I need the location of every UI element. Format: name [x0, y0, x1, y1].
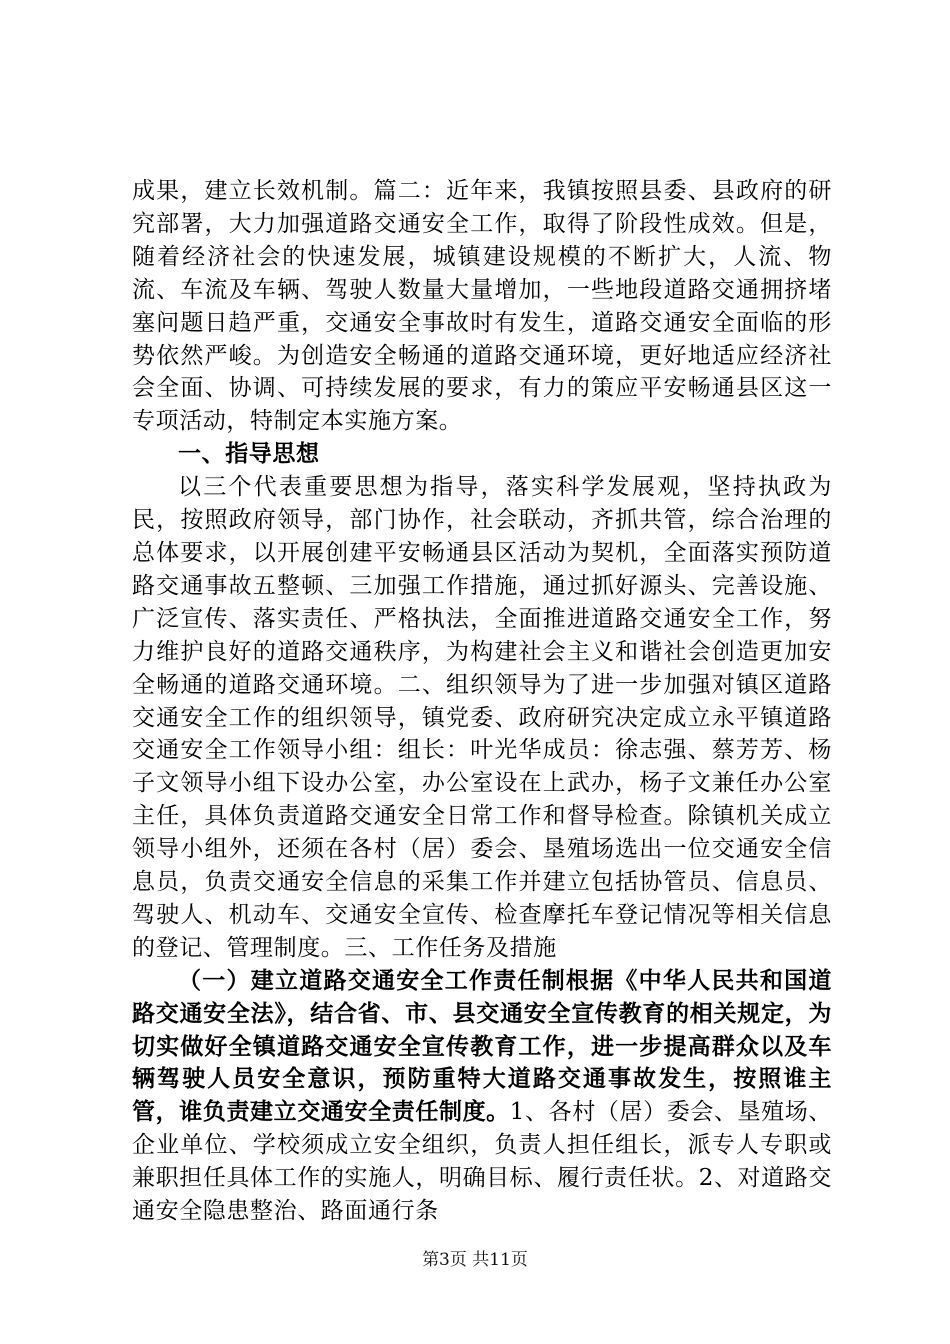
- document-body: [132, 175, 832, 1228]
- responsibility-body-text: 1、各村（居）委会、垦殖场、企业单位、学校须成立安全组织，负责人担任组长，派专人专职或兼职担任具体工作的实施人，明确目标、履行责任状。2、对道路交通安全隐患整治、路面通行条: [132, 1099, 832, 1225]
- section-heading-guiding-thought: 一、指导思想: [178, 440, 320, 468]
- intro-paragraph: 成果，建立长效机制。篇二：近年来，我镇按照县委、县政府的研究部署，大力加强道路交通安全工作，取得了阶段性成效。但是，随着经济社会的快速发展，城镇建设规模的不断扩大，人流、物流、车流及车辆、驾驶人数量大量增加，一些地段道路交通拥挤堵塞问题日趋严重，交通安全事故时有发生，道路交通安全面临的形势依然严峻。为创造安全畅通的道路交通环境，更好地适应经济社会全面、协调、可持续发展的要求，有力的策应平安畅通县区这一专项活动，特制定本实施方案。: [132, 178, 832, 435]
- responsibility-bold-lead: （一）建立道路交通安全工作责任制根据《中华人民共和国道路交通安全法》，结合省、市、县交通安全宣传教育的相关规定，为切实做好全镇道路交通安全宣传教育工作，进一步提高群众以及车辆驾驶人员安全意识，预防重特大道路交通事故发生，按照谁主管，谁负责建立交通安全责任制度。: [132, 966, 832, 1126]
- responsibility-paragraph: [132, 965, 832, 1228]
- page-footer: 第3页 共11页: [422, 1250, 528, 1270]
- guiding-thought-paragraph: 以三个代表重要思想为指导，落实科学发展观，坚持执政为民，按照政府领导，部门协作，社会联动，齐抓共管，综合治理的总体要求，以开展创建平安畅通县区活动为契机，全面落实预防道路交通事故五整顿、三加强工作措施，通过抓好源头、完善设施、广泛宣传、落实责任、严格执法，全面推进道路交通安全工作，努力维护良好的道路交通秩序，为构建社会主义和谐社会创造更加安全畅通的道路交通环境。二、组织领导为了进一步加强对镇区道路交通安全工作的组织领导，镇党委、政府研究决定成立永平镇道路交通安全工作领导小组：组长：叶光华成员：徐志强、蔡芳芳、杨子文领导小组下设办公室，办公室设在上武办，杨子文兼任办公室主任，具体负责道路交通安全日常工作和督导检查。除镇机关成立领导小组外，还须在各村（居）委会、垦殖场选出一位交通安全信息员，负责交通安全信息的采集工作并建立包括协管员、信息员、驾驶人、机动车、交通安全宣传、检查摩托车登记情况等相关信息的登记、管理制度。三、工作任务及措施: [132, 474, 832, 961]
